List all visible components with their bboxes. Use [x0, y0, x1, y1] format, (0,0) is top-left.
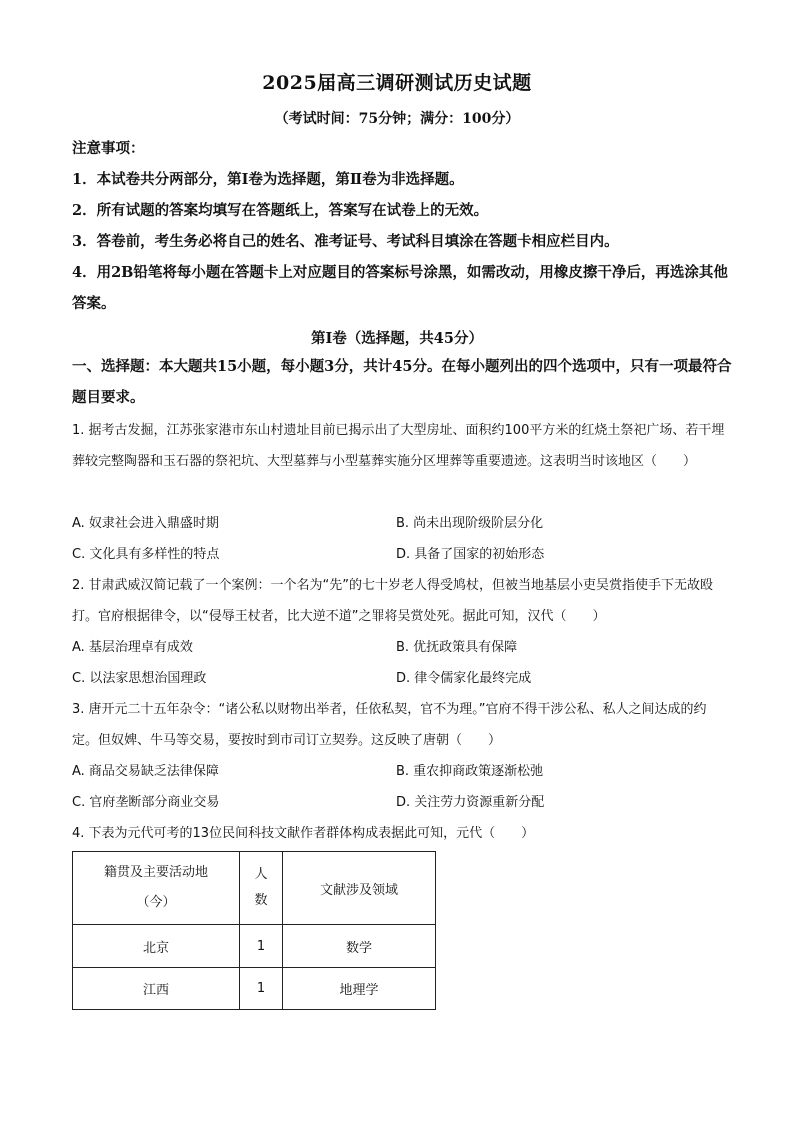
- table-header-row: [73, 852, 436, 925]
- option-c: C. 官府垄断部分商业交易: [72, 795, 220, 810]
- notice-item: 3．答卷前，考生务必将自己的姓名、准考证号、考试科目填涂在答题卡相应栏目内。: [72, 233, 619, 250]
- table-row: [73, 925, 436, 968]
- option-a: A. 基层治理卓有成效: [72, 640, 193, 655]
- option-c: C. 以法家思想治国理政: [72, 671, 207, 686]
- page-title: 2025届高三调研测试历史试题: [262, 72, 532, 94]
- question-1-stem: 1. 据考古发掘，江苏张家港市东山村遗址目前已揭示出了大型房址、面积约100平方米的红烧土祭祀广场、若干埋葬较完整陶器和玉石器的祭祀坑、大型墓葬与小型墓葬实施分区埋葬等重要遗迹。这表明当时该地区（ ）: [72, 423, 725, 469]
- notice-block: [72, 133, 732, 319]
- notice-heading: 注意事项：: [72, 140, 145, 157]
- option-b: B. 重农抑商政策逐渐松弛: [396, 764, 544, 779]
- question-2-options: [72, 632, 732, 694]
- option-b: B. 尚未出现阶级阶层分化: [396, 516, 544, 531]
- part1-heading: 第Ⅰ卷（选择题，共45分）: [311, 330, 483, 347]
- header-place: 籍贯及主要活动地 （今）: [73, 852, 240, 925]
- option-d: D. 关注劳力资源重新分配: [396, 795, 545, 810]
- cell-field: 地理学: [283, 968, 436, 1010]
- header-count: 人 数: [240, 852, 283, 925]
- notice-item: 4．用2B铅笔将每小题在答题卡上对应题目的答案标号涂黑，如需改动，用橡皮擦干净后，再选涂其他答案。: [72, 264, 728, 312]
- cell-place: 北京: [73, 925, 240, 968]
- part1-instruction: 一、选择题：本大题共15小题，每小题3分，共计45分。在每小题列出的四个选项中，只有一项最符合题目要求。: [72, 358, 732, 406]
- cell-field: 数学: [283, 925, 436, 968]
- option-a: A. 商品交易缺乏法律保障: [72, 764, 219, 779]
- option-a: A. 奴隶社会进入鼎盛时期: [72, 516, 219, 531]
- header-field: 文献涉及领域: [283, 852, 436, 925]
- option-d: D. 具备了国家的初始形态: [396, 547, 545, 562]
- option-c: C. 文化具有多样性的特点: [72, 547, 220, 562]
- author-composition-table: [72, 851, 436, 1010]
- notice-item: 1．本试卷共分两部分，第Ⅰ卷为选择题，第Ⅱ卷为非选择题。: [72, 171, 464, 188]
- question-3-options: [72, 756, 732, 818]
- question-1-options: [72, 508, 732, 570]
- exam-time-info: （考试时间：75分钟；满分：100分）: [274, 111, 520, 127]
- cell-place: 江西: [73, 968, 240, 1010]
- cell-count: 1: [240, 968, 283, 1010]
- option-d: D. 律令儒家化最终完成: [396, 671, 532, 686]
- cell-count: 1: [240, 925, 283, 968]
- question-4-stem: 4. 下表为元代可考的13位民间科技文献作者群体构成表据此可知，元代（ ）: [72, 826, 535, 841]
- option-b: B. 优抚政策具有保障: [396, 640, 518, 655]
- table-row: [73, 968, 436, 1010]
- notice-item: 2．所有试题的答案均填写在答题纸上，答案写在试卷上的无效。: [72, 202, 489, 219]
- question-2-stem: 2. 甘肃武威汉简记载了一个案例：一个名为“先”的七十岁老人得受鸠杖，但被当地基层小吏吴赏指使手下无故殴打。官府根据律令，以“侵辱王杖者，比大逆不道”之罪将吴赏处死。据此可知，汉代（ ）: [72, 578, 714, 624]
- question-3-stem: 3. 唐开元二十五年杂令：“诸公私以财物出举者，任依私契，官不为理。”官府不得干涉公私、私人之间达成的约定。但奴婢、牛马等交易，要按时到市司订立契券。这反映了唐朝（ ）: [72, 702, 707, 748]
